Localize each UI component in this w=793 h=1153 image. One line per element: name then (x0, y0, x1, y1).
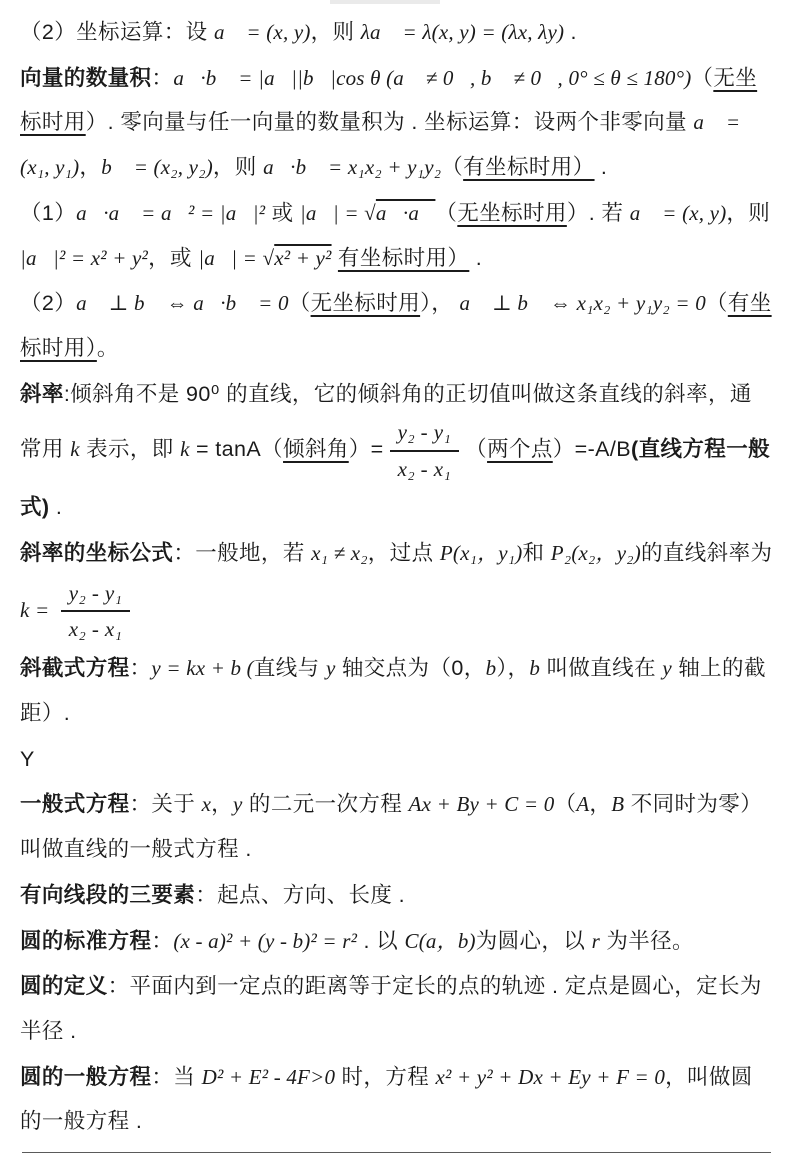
text-run: 时，方程 (335, 1064, 436, 1089)
text-run: 有向线段的三要素 (20, 882, 196, 907)
text-run: (直线方程一般式) (20, 437, 771, 520)
text-run: (x - a)² + (y - b)² = r² (173, 928, 358, 953)
text-run: k (70, 437, 80, 462)
text-run: （ (554, 792, 577, 817)
text-run: ）， (496, 656, 530, 681)
text-run: ， (211, 792, 234, 817)
text-run: ： (151, 928, 174, 953)
text-run: ）. 零向量与任一向量的数量积为 . 坐标运算：设两个非零向量 (85, 110, 694, 135)
paragraph (20, 191, 773, 280)
text-run: 斜率的坐标公式 (20, 540, 174, 565)
text-run: a⃗ = (x₁, y₁) (20, 110, 741, 180)
text-run: Ax + By + C = 0 (408, 792, 555, 817)
text-run: λa⃗ = λ(x, y) = (λx, λy) (360, 20, 565, 44)
text-run: a⃗·a⃗ = a⃗² = |a⃗|² (76, 200, 266, 225)
text-run: ：起点、方向、长度 . (195, 882, 406, 907)
text-run: k = (20, 597, 55, 622)
text-run: 圆的标准方程 (20, 928, 152, 953)
text-run: 有坐标时用） (337, 245, 470, 270)
text-run: ， (79, 155, 102, 180)
scan-artifact (330, 0, 440, 4)
text-run: C(a，b) (404, 928, 476, 953)
text-run: 叫做直线在 (540, 656, 663, 681)
text-run: （2） (20, 291, 77, 316)
text-run: . (594, 155, 608, 180)
paragraph (20, 56, 773, 190)
text-run: |a⃗| = √ (299, 200, 376, 225)
text-run: a⃗·a⃗ (375, 200, 436, 225)
text-run: 斜率 (20, 381, 64, 406)
text-run: P₂(x₂，y₂) (550, 540, 641, 565)
text-run: （ (691, 65, 714, 90)
text-run: a⃗·b⃗ = x₁x₂ + y₁y₂ (263, 155, 442, 180)
text-run: |a⃗| = √ (198, 245, 275, 270)
text-run: 向量的数量积 (20, 65, 152, 90)
text-run: A (576, 792, 590, 817)
paragraph (20, 372, 773, 530)
text-run: b (485, 656, 497, 681)
paragraph (20, 577, 773, 646)
paragraph (20, 531, 773, 576)
paragraph (20, 782, 773, 871)
text-run: （2）坐标运算：设 (20, 20, 214, 44)
text-run: = tanA（ (189, 437, 284, 462)
text-run: 或 (265, 200, 300, 225)
text-run: 一般式方程 (20, 792, 130, 817)
text-run: ：一般地，若 (173, 540, 312, 565)
text-run: 斜截式方程 (20, 656, 130, 681)
text-run: ，则 (310, 20, 361, 44)
text-run: a⃗ = (x, y) (629, 200, 727, 225)
text-run: ，或 (148, 245, 199, 270)
fraction: $\frac{\text{y₂ - y₁}}{\text{x₂ - x₁}}$ (61, 579, 131, 644)
text-run: y = kx + b ( (151, 656, 254, 681)
text-run: D² + E² - 4F>0 (201, 1064, 336, 1089)
text-run: 的直线斜率为 (640, 540, 773, 565)
text-run: Y (20, 746, 35, 771)
text-run: a⃗ ⊥ b⃗ ⇔ x₁x₂ + y₁y₂ = 0 (459, 291, 706, 316)
text-run: （ (705, 291, 728, 316)
text-run: a⃗·b⃗ = |a⃗||b⃗|cos θ (a⃗ ≠ 0⃗, b⃗ ≠ 0⃗, 0° ≤ θ ≤ 180°) (173, 65, 692, 90)
text-run: ，叫做圆的一般方程 . (20, 1064, 753, 1134)
text-run: :倾斜角不是 90⁰ 的直线，它的倾斜角的正切值叫做这条直线的斜率，通常用 (20, 381, 752, 462)
text-run: 。 (96, 336, 119, 361)
paragraph (20, 10, 773, 55)
text-run: 有坐标时用） (20, 291, 772, 361)
text-run: ：当 (151, 1064, 202, 1089)
text-run: ，过点 (367, 540, 440, 565)
paragraph (20, 281, 773, 370)
text-run: y (662, 656, 672, 681)
text-run: 为圆心，以 (475, 928, 592, 953)
text-run: 轴上的截距）. (20, 656, 766, 725)
text-run: 为半径。 (599, 928, 694, 953)
text-run: x (201, 792, 212, 817)
text-run: B (611, 792, 625, 817)
paragraph (20, 964, 773, 1053)
text-run: 无坐标时用 (20, 65, 758, 135)
text-run: . 以 (357, 928, 405, 953)
text-run: . (564, 20, 577, 44)
text-run: （ (288, 291, 311, 316)
text-run: 圆的定义 (20, 974, 108, 999)
text-run: ， (589, 792, 612, 817)
text-run: a⃗ = (x, y) (213, 20, 311, 44)
paragraph (20, 1055, 773, 1144)
text-run: ，则 (212, 155, 264, 180)
text-run: r (591, 928, 600, 953)
text-run: ）= (348, 437, 384, 462)
text-run: y (233, 792, 243, 817)
text-run: 两个点 (487, 437, 553, 462)
text-run: ：平面内到一定点的距离等于定长的点的轨迹 . 定点是圆心，定长为半径 . (20, 974, 762, 1044)
text-run: y (325, 656, 336, 681)
text-run: k (180, 437, 190, 462)
text-run: ）=-A/B (552, 437, 632, 462)
text-run: 直线与 (253, 656, 326, 681)
text-run: 圆的一般方程 (20, 1064, 152, 1089)
text-run: ）. 若 (566, 200, 630, 225)
text-run: 表示，即 (79, 437, 181, 462)
text-run: a⃗ ⊥ b⃗ ⇔ a⃗·b⃗ = 0 (76, 291, 289, 316)
text-run: 的二元一次方程 (242, 792, 409, 817)
text-run: P(x₁，y₁) (439, 540, 523, 565)
text-run: 无坐标时用 (310, 291, 421, 316)
text-run: . (469, 245, 483, 270)
paragraph (20, 646, 773, 735)
text-run: 无坐标时用 (457, 200, 567, 225)
text-run: 有坐标时用） (463, 155, 595, 180)
text-run: ： (129, 656, 152, 681)
text-run: x₁ ≠ x₂ (311, 540, 368, 565)
paragraph (20, 873, 773, 918)
text-run: ）， (420, 291, 460, 316)
text-run: . (49, 495, 63, 520)
paragraph (20, 737, 773, 782)
text-run: 和 (522, 540, 551, 565)
text-run: x² + y² (274, 245, 332, 270)
text-run: ： (151, 65, 174, 90)
text-run: ：关于 (129, 792, 202, 817)
doc-body (20, 10, 773, 1144)
text-run: b⃗ = (x₂, y₂) (101, 155, 213, 180)
text-run: ，则 (726, 200, 771, 225)
paragraph (20, 919, 773, 964)
text-run: （ (441, 155, 464, 180)
fraction: $\frac{\text{y₂ - y₁}}{\text{x₂ - x₁}}$ (390, 418, 460, 483)
text-run: （1） (20, 200, 77, 225)
text-run: x² + y² + Dx + Ey + F = 0 (435, 1064, 666, 1089)
text-run: 轴交点为（0， (335, 656, 486, 681)
text-run: 倾斜角 (283, 437, 349, 462)
text-run: b (529, 656, 541, 681)
text-run: |a⃗|² = x² + y² (20, 245, 149, 270)
text-run: （ (435, 200, 458, 225)
text-run: （ (465, 437, 488, 462)
text-run: 不同时为零）叫做直线的一般式方程 . (20, 792, 763, 862)
